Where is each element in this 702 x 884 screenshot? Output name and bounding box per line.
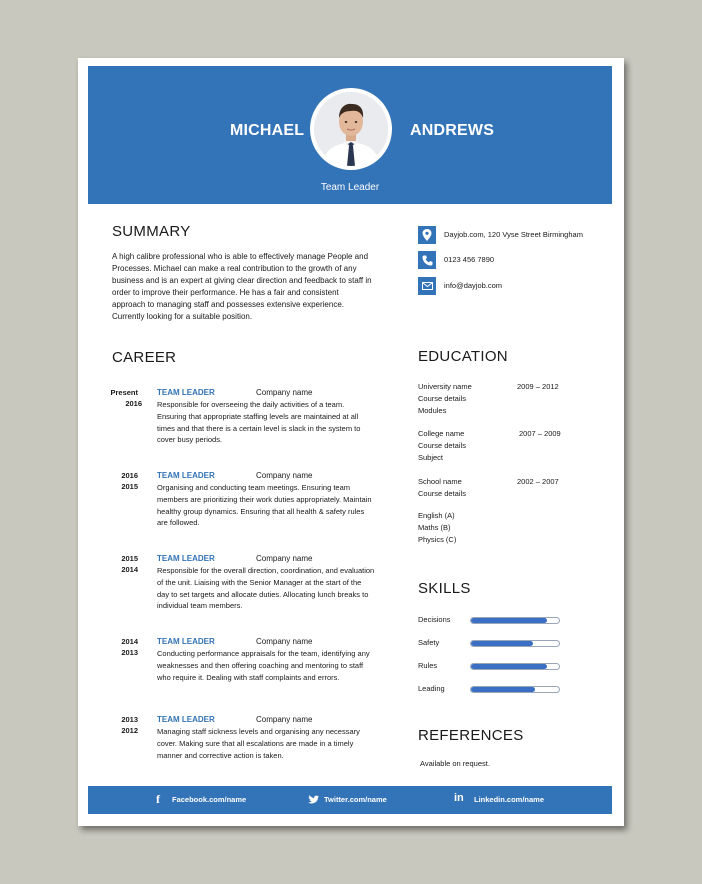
contact-address (418, 226, 608, 244)
education-heading: EDUCATION (418, 348, 508, 365)
job-description: Managing staff sickness levels and organising any necessary cover. Making sure that all escalations are made in a timely manner and corrective action is taken. (157, 727, 360, 760)
job-year-to: 2013 (121, 648, 138, 657)
job-role: TEAM LEADER (157, 637, 215, 646)
institution-name: University name (418, 382, 472, 391)
skill-row (418, 614, 568, 626)
job-year-to: 2012 (121, 726, 138, 735)
skill-bar-fill (471, 664, 547, 669)
skills-heading: SKILLS (418, 580, 471, 597)
job-company: Company name (256, 637, 313, 646)
job-role: TEAM LEADER (157, 715, 215, 724)
phone-icon (418, 251, 436, 269)
profile-photo (314, 92, 388, 166)
cv-page (78, 58, 624, 826)
job-year-from: 2016 (121, 471, 138, 480)
email-icon (418, 277, 436, 295)
skill-bar (470, 617, 560, 624)
header-banner (88, 66, 612, 204)
job-company: Company name (256, 715, 313, 724)
education-entry (418, 476, 588, 500)
footer-banner (88, 786, 612, 814)
education-entry (418, 428, 588, 463)
education-detail: Course details (418, 488, 466, 498)
education-detail: Course details (418, 440, 466, 450)
job-role: TEAM LEADER (157, 554, 215, 563)
education-dates: 2007 – 2009 (519, 429, 561, 438)
skill-row (418, 683, 568, 695)
phone-text: 0123 456 7890 (444, 255, 495, 264)
skill-label: Safety (418, 638, 440, 647)
job-role: TEAM LEADER (157, 388, 215, 397)
job-description: Conducting performance appraisals for the team, identifying any weaknesses and then offering coaching and mentoring to staff who require it. Dealing with staff complaints and errors. (157, 649, 370, 682)
job-company: Company name (256, 554, 313, 563)
subject-grade: Maths (B) (418, 522, 451, 532)
address-text: Dayjob.com, 120 Vyse Street Birmingham (444, 230, 583, 239)
job-description: Responsible for overseeing the daily activities of a team. Ensuring that appropriate staffing levels are maintained at all times and that there is a certain level is slack in the system to cover busy periods. (157, 400, 361, 445)
twitter-icon (308, 792, 319, 808)
education-detail: Modules (418, 405, 447, 415)
skill-bar-fill (471, 687, 535, 692)
location-pin-icon (418, 226, 436, 244)
contact-email (418, 277, 608, 295)
first-name: MICHAEL (230, 122, 305, 139)
subject-grade: English (A) (418, 511, 455, 520)
linkedin-icon: in (454, 792, 464, 804)
job-company: Company name (256, 388, 313, 397)
contact-phone (418, 251, 608, 269)
skill-bar (470, 686, 560, 693)
linkedin-text[interactable]: Linkedin.com/name (474, 795, 545, 804)
career-heading: CAREER (112, 349, 177, 366)
skill-label: Decisions (418, 615, 451, 624)
skill-label: Rules (418, 661, 438, 670)
job-year-to: 2015 (121, 482, 138, 491)
twitter-text[interactable]: Twitter.com/name (324, 795, 387, 804)
profile-photo-frame (310, 88, 392, 170)
references-text: Available on request. (420, 759, 490, 768)
job-title: Team Leader (320, 182, 380, 193)
job-year-from: Present (110, 388, 138, 397)
job-year-from: 2013 (121, 715, 138, 724)
education-dates: 2002 – 2007 (517, 477, 559, 486)
institution-name: School name (418, 477, 462, 486)
education-detail: Subject (418, 452, 444, 462)
email-text[interactable]: info@dayjob.com (444, 281, 503, 290)
summary-text: A high calibre professional who is able to effectively manage People and Processes. Michael can make a real contribution to the growth of any business and is an expert at giving clear direction and feedback to staff in order to improve their performance. He has a fair and consistent approach to managing staff and possesses extensive experience. Currently looking for a suitable position. (112, 252, 372, 321)
skill-label: Leading (418, 684, 445, 693)
job-description: Responsible for the overall direction, coordination, and evaluation of the unit. Liaising with the Senior Manager at the start of the day to set targets and allocate duties. Allocating lunch breaks to individual team members. (157, 566, 375, 611)
skill-row (418, 660, 568, 672)
job-company: Company name (256, 471, 313, 480)
references-heading: REFERENCES (418, 727, 524, 744)
summary-heading: SUMMARY (112, 223, 191, 240)
skill-row (418, 637, 568, 649)
facebook-text[interactable]: Facebook.com/name (172, 795, 247, 804)
institution-name: College name (418, 429, 465, 438)
education-entry (418, 381, 588, 416)
job-role: TEAM LEADER (157, 471, 215, 480)
facebook-icon: f (156, 792, 160, 806)
job-year-from: 2015 (121, 554, 138, 563)
job-year-from: 2014 (121, 637, 138, 646)
skill-bar (470, 640, 560, 647)
last-name: ANDREWS (410, 122, 495, 139)
education-detail: Course details (418, 393, 466, 403)
skill-bar-fill (471, 641, 533, 646)
subject-grades (418, 510, 588, 545)
job-description: Organising and conducting team meetings. Ensuring team members are prioritizing their work duties appropriately. Maintain healthy group dynamics. Ensuring that all health & safety rules are followed. (157, 483, 372, 528)
skill-bar-fill (471, 618, 547, 623)
job-year-to: 2014 (121, 565, 138, 574)
job-year-to: 2016 (125, 399, 142, 408)
education-dates: 2009 – 2012 (517, 382, 559, 391)
portrait-illustration (314, 92, 388, 166)
subject-grade: Physics (C) (418, 534, 457, 544)
skill-bar (470, 663, 560, 670)
